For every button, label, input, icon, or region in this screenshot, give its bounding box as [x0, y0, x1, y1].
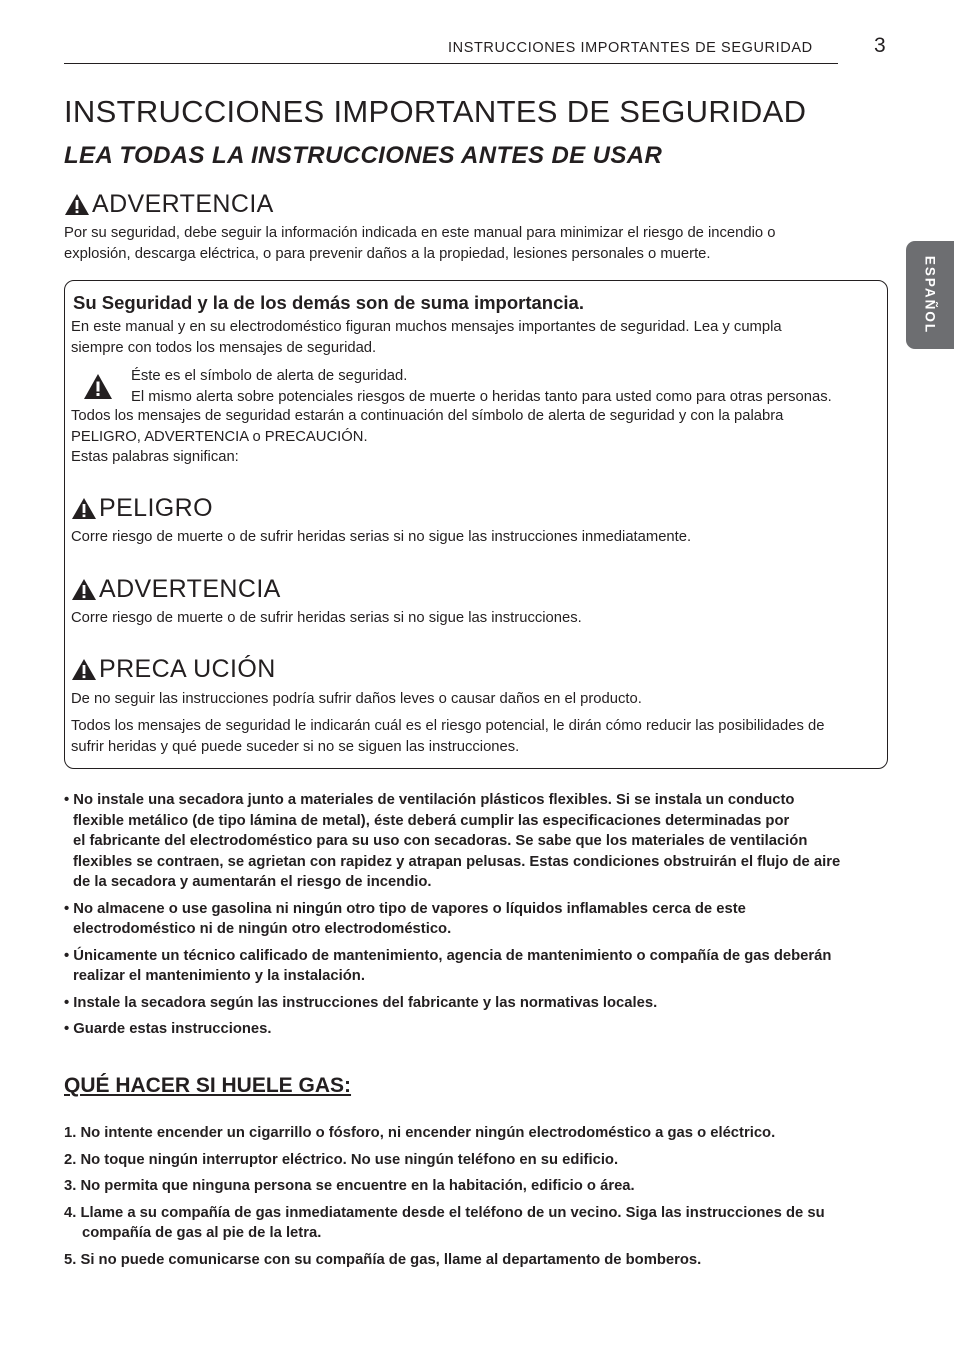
precaucion-heading — [71, 655, 276, 684]
safety-box-closing — [71, 716, 886, 757]
bullet-line: electrodoméstico ni de ningún otro electrodoméstico. — [73, 921, 452, 937]
gas-step — [64, 1250, 894, 1271]
after-line: Todos los mensajes de seguridad estarán a continuación del símbolo de alerta de seguridad y con la palabra — [71, 408, 784, 424]
gas-step — [64, 1203, 894, 1244]
advertencia-heading-text: ADVERTENCIA — [99, 575, 281, 603]
bullet-item — [64, 790, 894, 893]
warning-heading — [64, 190, 274, 219]
symbol-description — [131, 366, 886, 407]
warning-triangle-icon — [71, 578, 97, 601]
safety-box-intro — [71, 317, 881, 358]
bullet-line: flexible metálico (de tipo lámina de metal), éste deberá cumplir las especificaciones determinadas por — [73, 812, 790, 829]
language-tab-label: ESPAÑOL — [922, 255, 938, 335]
advertencia-heading — [71, 575, 281, 604]
intro-line: En este manual y en su electrodoméstico figuran muchos mensajes importantes de seguridad. Lea y cumpla — [71, 319, 782, 335]
warning-triangle-icon — [64, 193, 90, 216]
precaucion-text: De no seguir las instrucciones podría sufrir daños leves o causar daños en el producto. — [71, 691, 642, 707]
bullet-line: el fabricante del electrodoméstico para su uso con secadoras. Se sabe que los materiales de ventilación — [73, 833, 808, 849]
warning-line: Por su seguridad, debe seguir la información indicada en este manual para minimizar el riesgo de incendio o — [64, 225, 776, 241]
page-title: INSTRUCCIONES IMPORTANTES DE SEGURIDAD — [64, 94, 807, 129]
signal-words-intro — [71, 406, 881, 468]
gas-step — [64, 1123, 894, 1144]
after-line: PELIGRO, ADVERTENCIA o PRECAUCIÓN. — [71, 428, 368, 445]
bullet-item — [64, 993, 894, 1014]
bullet-line: • No instale una secadora junto a materiales de ventilación plásticos flexibles. Si se instala un conducto — [64, 792, 795, 808]
gas-step-line: 1. No intente encender un cigarrillo o fósforo, ni encender ningún electrodoméstico a gas o eléctrico. — [64, 1125, 776, 1141]
gas-step-line: 4. Llame a su compañía de gas inmediatamente desde el teléfono de un vecino. Siga las instrucciones de su — [64, 1204, 825, 1221]
bullet-line: • Guarde estas instrucciones. — [64, 1021, 272, 1037]
advertencia-text: Corre riesgo de muerte o de sufrir heridas serias si no sigue las instrucciones. — [71, 610, 582, 626]
closing-line: Todos los mensajes de seguridad le indicarán cuál es el riesgo potencial, le dirán cómo reducir las posibilidades de — [71, 718, 825, 734]
header-rule — [64, 63, 838, 64]
safety-alert-symbol-icon — [83, 373, 113, 400]
page-number: 3 — [874, 34, 886, 57]
precaucion-heading-text: PRECA UCIÓN — [99, 655, 276, 683]
bullet-item — [64, 899, 894, 940]
warning-paragraph — [64, 223, 864, 264]
warning-line: explosión, descarga eléctrica, o para prevenir daños a la propiedad, lesiones personales o muerte. — [64, 245, 711, 262]
gas-heading: QUÉ HACER SI HUELE GAS: — [64, 1074, 352, 1097]
peligro-text: Corre riesgo de muerte o de sufrir heridas serias si no sigue las instrucciones inmediatamente. — [71, 529, 692, 545]
bullet-line: flexibles se contraen, se agrietan con rapidez y atrapan pelusas. Estas condiciones obstruirán el flujo de aire — [73, 853, 841, 870]
bullet-item — [64, 1019, 894, 1040]
warning-triangle-icon — [71, 497, 97, 520]
warning-triangle-icon — [71, 658, 97, 681]
safety-bullet-list — [64, 790, 894, 1040]
gas-step-line: 3. No permita que ninguna persona se encuentre en la habitación, edificio o área. — [64, 1178, 635, 1194]
peligro-heading-text: PELIGRO — [99, 494, 213, 522]
warning-heading-text: ADVERTENCIA — [92, 190, 274, 218]
gas-step — [64, 1176, 894, 1197]
peligro-heading — [71, 494, 213, 523]
symbol-line: El mismo alerta sobre potenciales riesgos de muerte o heridas tanto para usted como para otras personas. — [131, 388, 832, 405]
language-tab — [906, 241, 954, 349]
gas-step-line: compañía de gas al pie de la letra. — [82, 1225, 322, 1241]
bullet-line: • Instale la secadora según las instrucciones del fabricante y las normativas locales. — [64, 994, 658, 1011]
gas-step-line: 2. No toque ningún interruptor eléctrico. No use ningún teléfono en su edificio. — [64, 1151, 619, 1168]
intro-line: siempre con todos los mensajes de seguridad. — [71, 339, 377, 356]
safety-box-title: Su Seguridad y la de los demás son de suma importancia. — [73, 292, 584, 313]
bullet-line: • Únicamente un técnico calificado de mantenimiento, agencia de mantenimiento o compañía de gas deberán — [64, 947, 832, 964]
gas-step — [64, 1150, 894, 1171]
gas-step-line: 5. Si no puede comunicarse con su compañía de gas, llame al departamento de bomberos. — [64, 1251, 702, 1268]
bullet-line: • No almacene o use gasolina ni ningún otro tipo de vapores o líquidos inflamables cerca de este — [64, 900, 746, 917]
closing-line: sufrir heridas y qué puede suceder si no se siguen las instrucciones. — [71, 738, 520, 755]
running-header: INSTRUCCIONES IMPORTANTES DE SEGURIDAD — [448, 40, 813, 56]
after-line: Estas palabras significan: — [71, 449, 239, 465]
bullet-item — [64, 946, 894, 987]
gas-steps-list — [64, 1123, 894, 1270]
symbol-line: Éste es el símbolo de alerta de seguridad. — [131, 368, 408, 384]
bullet-line: de la secadora y aumentarán el riesgo de incendio. — [73, 874, 432, 890]
page-subtitle: LEA TODAS LA INSTRUCCIONES ANTES DE USAR — [64, 142, 663, 169]
bullet-line: realizar el mantenimiento y la instalación. — [73, 968, 365, 984]
